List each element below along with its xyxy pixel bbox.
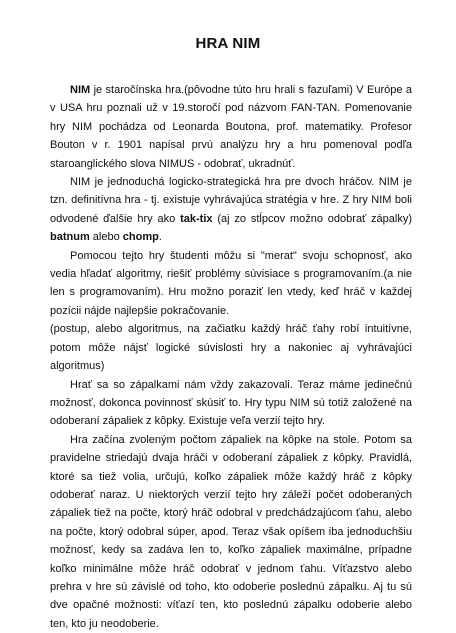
paragraph-rules: Hra začína zvoleným počtom zápaliek na kôpke na stole. Potom sa pravidelne striedajú dvaja hráči v odoberaní zápaliek z kôpky. Pravidlá, ktoré sa tiež volia, určujú, koľko zápaliek môže každý hráč z kôpky odoberať naraz. U niektorých verzií tejto hry záleží počet odoberaných zápaliek tiež na počte, ktorý hráč odobral v predchádzajúcom ťahu, alebo na počte, ktorý odobral súper, apod. Teraz však opíšem iba jednoduchšiu možnosť, kedy sa zadáva len to, koľko zápaliek maximálne, prípadne koľko minimálne môže hráč odobrať v jednom ťahu. Víťazstvo alebo prehra v hre sú závislé od toho, kto odoberie poslednú zápalku. Aj tu sú dve opačné možnosti: víťazí ten, kto poslednú zápalku odoberie alebo ten, kto ju neodoberie. (50, 433, 412, 630)
paragraph-definition-text-1: NIM je jednoduchá logicko-strategická hra pre dvoch hráčov. NIM je tzn. definitívna hra - tj. existuje vyhrávajúca stratégia v hre. Z hry NIM boli odvodené ďalšie hry ako (50, 176, 412, 225)
paragraph-definition-text-2: (aj zo stĺpcov možno odobrať zápalky) (212, 212, 412, 225)
paragraph-definition (50, 173, 412, 247)
paragraph-students: Pomocou tejto hry študenti môžu si "merat" svoju schopnosť, ako vedia hľadať algoritmy, riešiť problémy súvisiace s programovaním.(a nie len s programovaním). Hru možno poraziť len vtedy, keď hráč v každej pozícii nájde najlepšie pokračovanie. (50, 249, 412, 317)
batnum-bold-term: batnum (50, 231, 90, 244)
paragraph-intro-text: je staročínska hra.(pôvodne túto hru hrali s fazuľami) V Európe a v USA hru poznali už v 19.storočí pod názvom FAN-TAN. Pomenovanie hry NIM pochádza od Leonarda Boutona, prof. matematiky. Profesor Bouton v r. 1901 napísal prvú analýzu hry a hru pomenoval podľa staroanglického slova NIMUS - odobrať, ukradnúť. (50, 84, 412, 170)
page-title: HRA NIM (195, 35, 261, 52)
nim-bold-term: NIM (70, 84, 91, 96)
document-body (50, 81, 412, 633)
taktix-bold-term: tak-tix (180, 212, 213, 225)
paragraph-matches: Hrať sa so zápalkami nám vždy zakazovali. Teraz máme jedinečnú možnosť, dokonca povinnosť skúsiť to. Hry typu NIM sú totiž založené na odoberaní zápaliek z kôpky. Existuje veľa verzií tejto hry. (50, 378, 412, 428)
paragraph-definition-text-4: . (158, 231, 162, 244)
paragraph-definition-text-3: alebo (89, 231, 123, 244)
paragraph-intro (50, 81, 412, 173)
chomp-bold-term: chomp (122, 231, 159, 244)
paragraph-algorithm-note: (postup, alebo algoritmus, na začiatku každý hráč ťahy robí intuitívne, potom môže nájsť logické súvislosti hry a nakoniec aj vyhrávajúci algoritmus) (50, 323, 412, 373)
